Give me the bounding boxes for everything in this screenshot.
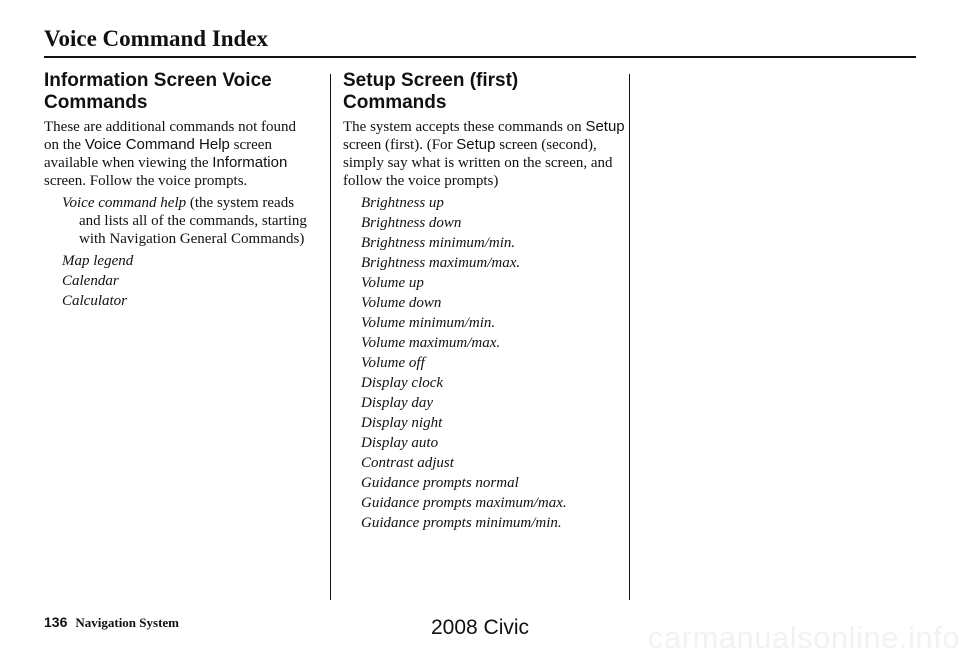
site-watermark: carmanualsonline.info	[647, 620, 960, 655]
information-command-list	[44, 194, 314, 311]
intro-text-2: screen available when viewing the	[44, 137, 272, 171]
command-item: Volume minimum/min.	[361, 315, 496, 331]
command-item: Calendar	[62, 273, 119, 289]
column-divider-2	[629, 74, 630, 600]
setup-term: Setup	[585, 118, 625, 135]
command-name: Voice command help	[62, 195, 187, 211]
page-title: Voice Command Index	[44, 26, 269, 51]
information-screen-heading: Information Screen Voice Commands	[44, 70, 272, 113]
page-footer	[44, 614, 179, 631]
command-item: Display clock	[361, 375, 444, 391]
setup-term: Setup	[456, 136, 496, 153]
command-item: Brightness up	[361, 195, 444, 211]
information-screen-intro	[44, 118, 314, 190]
command-item: Guidance prompts normal	[361, 475, 519, 491]
model-watermark: 2008 Civic	[431, 616, 530, 639]
command-item: Brightness minimum/min.	[361, 235, 516, 251]
command-item: Display auto	[361, 435, 439, 451]
command-item: Brightness down	[361, 215, 462, 231]
command-item: Volume down	[361, 295, 442, 311]
information-term: Information	[212, 154, 288, 171]
intro-text-3: screen. Follow the voice prompts.	[44, 173, 248, 189]
information-screen-section	[44, 70, 314, 311]
setup-screen-heading: Setup Screen (first) Commands	[343, 70, 519, 113]
setup-screen-section	[343, 70, 625, 533]
intro-text-3: screen (second), simply say what is written on the screen, and follow the voice prompts)	[343, 137, 613, 189]
voice-command-help-term: Voice Command Help	[84, 136, 230, 153]
command-item: Guidance prompts minimum/min.	[361, 515, 562, 531]
command-item: Volume maximum/max.	[361, 335, 501, 351]
footer-title: Navigation System	[75, 615, 179, 630]
header-rule	[44, 56, 916, 58]
intro-text-2: screen (first). (For	[343, 137, 457, 153]
command-item: Display day	[361, 395, 434, 411]
command-item	[62, 194, 314, 248]
intro-text-1: These are additional commands not found on the	[44, 119, 297, 153]
page-number: 136	[44, 614, 68, 630]
command-item: Volume off	[361, 355, 425, 371]
command-item: Guidance prompts maximum/max.	[361, 495, 567, 511]
command-note: (the system reads and lists all of the commands, starting with Navigation General Commands)	[79, 195, 307, 247]
column-divider-1	[330, 74, 331, 600]
setup-command-list	[343, 193, 625, 533]
setup-screen-intro	[343, 118, 625, 190]
command-item: Calculator	[62, 293, 128, 309]
intro-text-1: The system accepts these commands on	[343, 119, 586, 135]
command-item: Display night	[361, 415, 443, 431]
command-item: Brightness maximum/max.	[361, 255, 521, 271]
command-item: Contrast adjust	[361, 455, 454, 471]
command-item: Map legend	[62, 253, 134, 269]
command-item: Volume up	[361, 275, 424, 291]
